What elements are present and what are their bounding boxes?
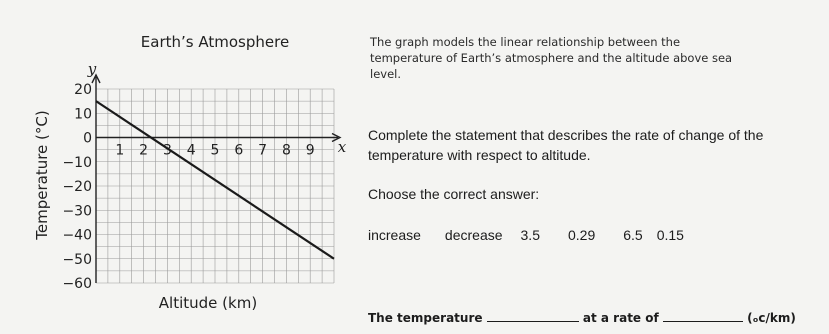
x-tick-label: 5	[210, 142, 220, 159]
line-chart	[0, 0, 345, 334]
y-tick-label: −10	[62, 154, 92, 171]
choose-answer-label: Choose the correct answer:	[368, 186, 540, 202]
y-tick-label: −40	[62, 227, 92, 244]
chart-title: Earth’s Atmosphere	[140, 33, 290, 51]
intro-text: The graph models the linear relationship between the temperature of Earth’s atmosphere and the altitude above sea level.	[370, 35, 733, 81]
x-tick-label: 4	[186, 142, 196, 159]
y-axis-variable: y	[87, 60, 97, 78]
x-tick-label: 6	[234, 142, 244, 159]
x-axis-variable: x	[337, 138, 347, 156]
option-0-15[interactable]: 0.15	[656, 227, 684, 243]
y-tick-label: 0	[83, 130, 92, 147]
answer-options	[368, 227, 684, 243]
x-tick-label: 1	[115, 142, 125, 159]
rate-answer-blank[interactable]	[663, 309, 743, 322]
y-tick-label: −20	[62, 179, 92, 195]
y-tick-label: −50	[62, 251, 92, 268]
sentence-part-1: The temperature	[368, 311, 483, 325]
option-0-29[interactable]: 0.29	[567, 227, 596, 243]
y-tick-label: 20	[74, 82, 92, 98]
x-axis-label: Altitude (km)	[158, 294, 258, 312]
option-increase[interactable]: increase	[368, 227, 421, 243]
option-3-5[interactable]: 3.5	[520, 227, 540, 243]
x-tick-label: 2	[139, 142, 149, 159]
answer-sentence	[368, 309, 828, 325]
sentence-part-3: (ₒc/km)	[747, 311, 796, 325]
y-tick-label: −30	[62, 203, 92, 220]
x-tick-label: 3	[162, 142, 172, 159]
y-axis-label: Temperature (°C)	[33, 110, 51, 240]
x-tick-label: 9	[305, 142, 315, 159]
sentence-part-2: at a rate of	[582, 311, 659, 325]
option-decrease[interactable]: decrease	[444, 227, 503, 243]
graph-panel	[0, 0, 345, 334]
axes	[92, 75, 340, 283]
x-tick-label: 8	[281, 142, 291, 159]
y-tick-label: 10	[74, 106, 92, 123]
option-6-5[interactable]: 6.5	[623, 227, 643, 243]
y-tick-label: −60	[62, 276, 92, 292]
question-prompt: Complete the statement that describes the rate of change of the temperature with respect to altitude.	[368, 127, 764, 163]
direction-answer-blank[interactable]	[487, 309, 579, 322]
grid	[96, 89, 334, 283]
x-tick-label: 7	[258, 142, 268, 159]
